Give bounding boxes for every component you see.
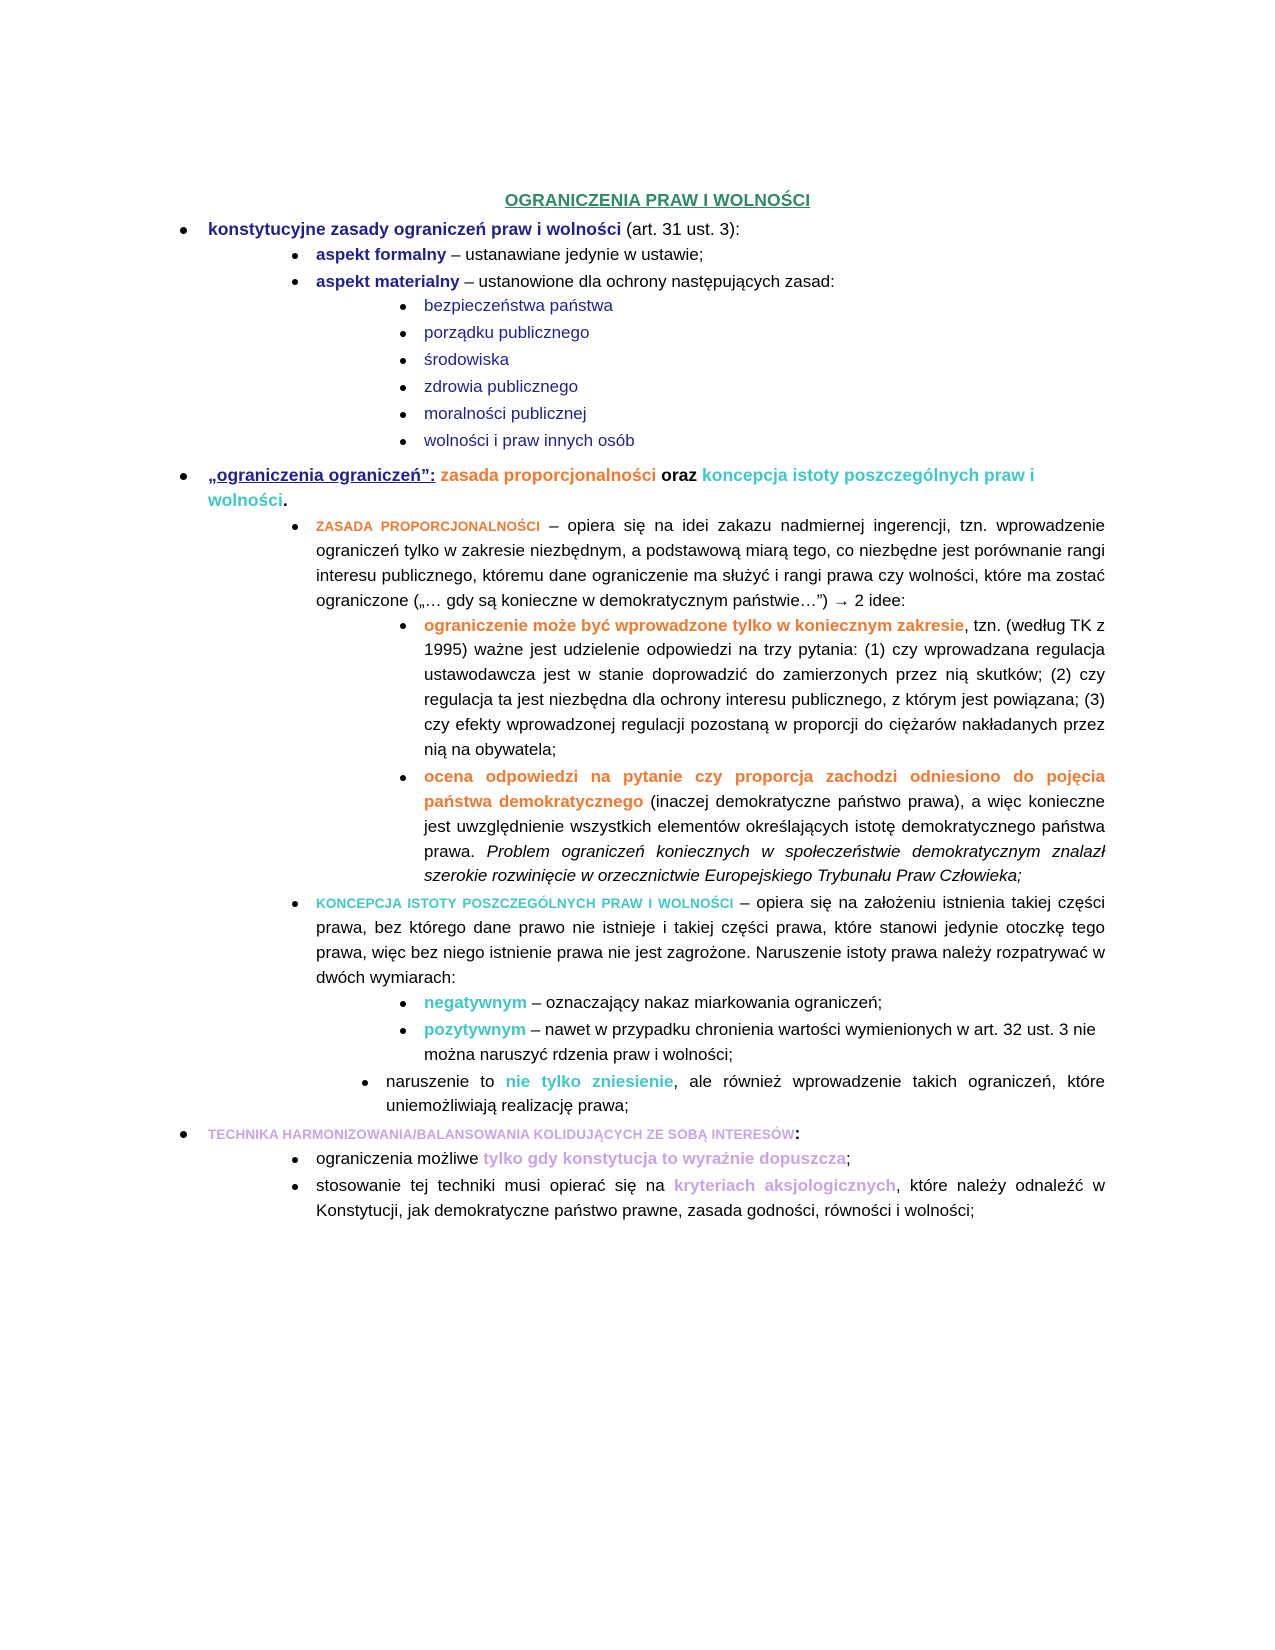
bullet-icon [292, 524, 298, 530]
page-title: OGRANICZENIA PRAW I WOLNOŚCI [504, 190, 811, 210]
zasady-list [386, 294, 1105, 453]
term-aspekt-materialny: aspekt materialny [316, 271, 460, 291]
idea-panstwo-demokratyczne-italic: Problem ograniczeń koniecznych w społeczeństwie demokratycznym znalazł szerokie rozwinięcie w orzecznictwie Europejskiego Trybunału Praw Człowieka; [424, 841, 1106, 886]
conjunction-oraz: oraz [656, 464, 703, 485]
kryteria-body: , które należy odnaleźć w Konstytucji, jak demokratyczne państwo prawne, zasada godności, równości i wolności; [316, 1175, 1105, 1220]
list-item-label: bezpieczeństwa państwa [424, 296, 614, 316]
bullet-icon [400, 304, 406, 310]
naruszenie-body: , ale również wprowadzenie takich ograniczeń, które uniemożliwiają realizację prawa; [386, 1071, 1105, 1116]
bullet-icon [400, 439, 406, 445]
bullet-icon [292, 279, 298, 285]
list-item-label: wolności i praw innych osób [424, 430, 635, 450]
list-item-text [424, 991, 1105, 1016]
list-item-text [208, 217, 1105, 243]
bullet-icon [400, 358, 406, 364]
list-item-text [424, 614, 1105, 763]
list-item-wymiar-negatywny [386, 991, 1105, 1016]
list-item [386, 294, 1105, 319]
list-item-label: zdrowia publicznego [424, 377, 579, 397]
term-ograniczenia-ograniczen: „ograniczenia ograniczeń”: [208, 464, 436, 485]
outline-level-2 [278, 514, 1105, 1119]
bullet-icon [400, 412, 406, 418]
list-item-idea-konieczny-zakres [386, 614, 1105, 763]
term-zasada-proporcjonalnosci-inline: zasada proporcjonalności [435, 464, 657, 485]
list-item [386, 348, 1105, 373]
list-item-naruszenie-zniesienie [348, 1070, 1105, 1120]
list-item-text [316, 1174, 1105, 1224]
ograniczenia-mozliwe-prefix: ograniczenia możliwe [316, 1149, 484, 1168]
list-item-text [386, 1070, 1105, 1120]
list-item-text [424, 1018, 1105, 1068]
bullet-icon [292, 1157, 298, 1163]
list-item-text [316, 270, 1105, 295]
list-item-text [316, 514, 1105, 614]
term-nie-tylko-zniesienie: nie tylko zniesienie [505, 1071, 674, 1091]
list-item-text [208, 1121, 1105, 1147]
term-koncepcja-istoty-inline: koncepcja istoty poszczególnych praw i wolności [208, 464, 1035, 511]
outline-level-2 [278, 1147, 1105, 1224]
kryteria-prefix: stosowanie tej techniki musi opierać się na [316, 1175, 674, 1195]
list-item-text [316, 891, 1105, 991]
outline-level-3-wymiary [386, 991, 1105, 1068]
term-konieczny-zakres: ograniczenie może być wprowadzone tylko w koniecznym zakresie [424, 615, 965, 635]
naruszenie-prefix: naruszenie to [386, 1071, 506, 1091]
aspekt-materialny-desc: – ustanowione dla ochrony następujących zasad: [459, 271, 835, 291]
list-item-koncepcja-istoty [278, 891, 1105, 1067]
list-item-aspekt-materialny [278, 270, 1105, 454]
list-item-wymiar-pozytywny [386, 1018, 1105, 1068]
list-item-konstytucyjne-zasady [170, 217, 1105, 454]
bullet-icon [292, 1184, 298, 1190]
bullet-icon [292, 253, 298, 259]
outline-level-1 [170, 217, 1105, 454]
list-item [386, 375, 1105, 400]
list-item [386, 429, 1105, 454]
bullet-icon [180, 473, 187, 480]
term-technika-harmonizowania: TECHNIKA HARMONIZOWANIA/BALANSOWANIA KOLIDUJĄCYCH ZE SOBĄ INTERESÓW [208, 1127, 795, 1143]
list-item-text [424, 765, 1105, 889]
term-koncepcja-istoty: KONCEPCJA ISTOTY POSZCZEGÓLNYCH PRAW I WOLNOŚCI [316, 896, 734, 912]
list-item-kryteria-aksjologiczne [278, 1174, 1105, 1224]
list-item-text [316, 243, 1105, 268]
list-item-idea-panstwo-demokratyczne [386, 765, 1105, 889]
term-kryteria-aksjologiczne: kryteriach aksjologicznych [673, 1175, 896, 1195]
bullet-icon [400, 623, 406, 629]
zasada-proporcjonalnosci-body: – opiera się na idei zakazu nadmiernej ingerencji, tzn. wprowadzenie ograniczeń tylko w zakresie niezbędnym, a podstawową miarą tego, co niezbędne jest porównanie rangi interesu publicznego, któremu dane ograniczenie ma służyć i rangi prawa czy wolności, które ma zostać ograniczone („… gdy są konieczne w demokratycznym państwie…”) → 2 idee: [316, 516, 1106, 610]
outline-level-2 [278, 243, 1105, 454]
list-item-text [208, 463, 1105, 514]
bullet-icon [180, 227, 187, 234]
term-tylko-gdy-konstytucja: tylko gdy konstytucja to wyraźnie dopuszcza [483, 1149, 846, 1168]
term-negatywnym: negatywnym [424, 992, 527, 1012]
konstytucyjne-zasady-suffix: (art. 31 ust. 3): [621, 219, 740, 239]
lead-period: . [282, 490, 288, 511]
list-item [386, 321, 1105, 346]
term-konstytucyjne-zasady: konstytucyjne zasady ograniczeń praw i wolności [208, 219, 622, 239]
idea-konieczny-zakres-body: , tzn. (według TK z 1995) ważne jest udzielenie odpowiedzi na trzy pytania: (1) czy wprowadzana regulacja ustawodawcza jest w stanie doprowadzić do zamierzonych przez nią skutków; (2) czy regulacja ta jest niezbędna dla ochrony interesu publicznego, z którym jest powiązana; (3) czy efekty wprowadzonej regulacji pozostaną w proporcji do ciężarów nakładanych przez nią na obywatela; [424, 615, 1105, 760]
technika-harmonizowania-colon: : [794, 1123, 801, 1144]
wymiar-negatywny-desc: – oznaczający nakaz miarkowania ograniczeń; [526, 992, 883, 1012]
list-item-technika-harmonizowania [170, 1121, 1105, 1223]
list-item-label: środowiska [424, 350, 510, 370]
ograniczenia-mozliwe-end: ; [846, 1149, 851, 1168]
bullet-icon [362, 1080, 368, 1086]
term-panstwo-demokratyczne: ocena odpowiedzi na pytanie czy proporcja zachodzi odniesiono do pojęcia państwa demokratycznego [424, 766, 1105, 811]
bullet-icon [400, 1028, 406, 1034]
bullet-icon [400, 385, 406, 391]
term-pozytywnym: pozytywnym [424, 1019, 527, 1039]
list-item-text [316, 1147, 1105, 1172]
list-item-label: moralności publicznej [424, 403, 587, 423]
term-zasada-proporcjonalnosci: ZASADA PROPORCJONALNOŚCI [316, 519, 541, 534]
bullet-icon [400, 1001, 406, 1007]
list-item-ograniczenia-mozliwe [278, 1147, 1105, 1172]
outline-level-1-ograniczenia-ograniczen [170, 463, 1105, 1120]
aspekt-formalny-desc: – ustanawiane jedynie w ustawie; [446, 244, 704, 264]
bullet-icon [180, 1131, 187, 1138]
term-aspekt-formalny: aspekt formalny [316, 244, 447, 264]
outline-level-1-technika-harmonizowania [170, 1121, 1105, 1223]
list-item-ograniczenia-ograniczen [170, 463, 1105, 1120]
idea-panstwo-demokratyczne-body: (inaczej demokratyczne państwo prawa), a więc konieczne jest uwzględnienie wszystkich elementów określających istotę demokratycznego państwa prawa. [424, 791, 1106, 861]
list-item [386, 402, 1105, 427]
outline-level-3-idee [386, 614, 1105, 890]
list-item-zasada-proporcjonalnosci [278, 514, 1105, 889]
wymiar-pozytywny-desc: – nawet w przypadku chronienia wartości wymienionych w art. 32 ust. 3 nie można naruszyć rdzenia praw i wolności; [424, 1019, 1096, 1064]
koncepcja-istoty-body: – opiera się na założeniu istnienia takiej części prawa, bez którego dane prawo nie istnieje i takiej części prawa, które stanowi jedynie otoczkę tego prawa, więc bez niego istnienie prawa nie jest zagrożone. Naruszenie istoty prawa należy rozpatrywać w dwóch wymiarach: [316, 893, 1105, 988]
list-item-aspekt-formalny [278, 243, 1105, 268]
bullet-icon [400, 331, 406, 337]
list-item-label: porządku publicznego [424, 323, 590, 343]
bullet-icon [292, 901, 298, 907]
bullet-icon [400, 775, 406, 781]
